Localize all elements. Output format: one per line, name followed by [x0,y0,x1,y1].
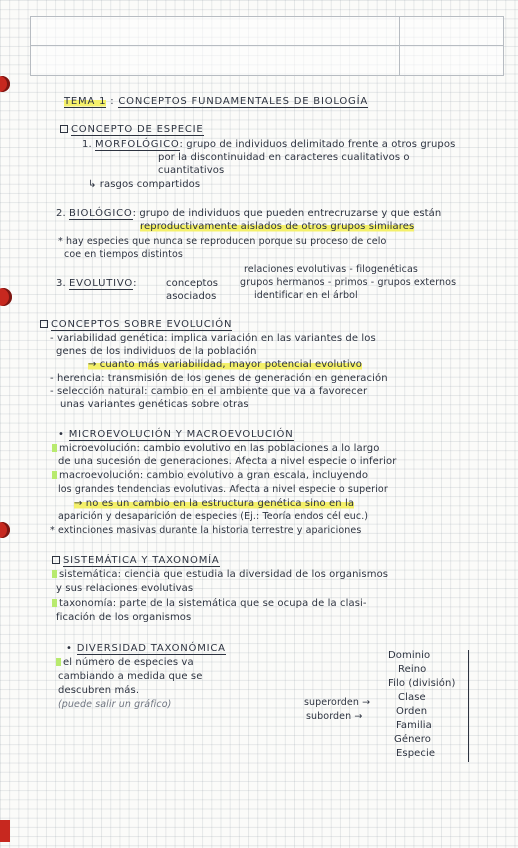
green-marker-icon [52,599,57,607]
suborden-label: suborden → [306,711,363,722]
especie-item-1-line-3: cuantitativos [158,165,225,176]
evolucion-line-5: - selección natural: cambio en el ambiente que va a favorecer [50,386,368,397]
especie-item-3-relation-2: grupos hermanos - primos - grupos externos [240,277,457,288]
section-heading-especie: CONCEPTO DE ESPECIE [60,124,204,136]
especie-item-3-relation-3: identificar en el árbol [254,290,358,301]
micro-line-6: aparición y desaparición de especies (Ej.: Teoría endos cél euc.) [58,511,369,522]
diversidad-line-2: cambiando a medida que se [58,671,203,682]
term-morfologico: MORFOLÓGICO [95,139,180,150]
rank-item: Especie [396,748,436,759]
evolucion-line-1: - variabilidad genética: implica variación en las variantes de los [50,333,376,344]
page-title [64,96,368,108]
green-marker-icon [52,570,57,578]
sistematica-line-3: taxonomía: parte de la sistemática que se ocupa de la clasi- [52,598,367,610]
especie-item-2-line-3: * hay especies que nunca se reproducen porque su proceso de celo [58,236,387,247]
sistematica-line-2: y sus relaciones evolutivas [56,583,194,594]
section-heading-diversidad: • DIVERSIDAD TAXONÓMICA [66,643,226,654]
evolucion-line-2: genes de los individuos de la población [56,346,257,357]
especie-item-3-associated-1: conceptos [166,278,219,289]
evolucion-line-3: → cuanto más variabilidad, mayor potencial evolutivo [88,359,362,370]
especie-item-1: 1. MORFOLÓGICO: grupo de individuos delimitado frente a otros grupos [82,139,456,150]
sistematica-line-4: ficación de los organismos [56,612,192,623]
evolucion-line-4: - herencia: transmisión de los genes de generación en generación [50,373,388,384]
square-bullet-icon [52,556,60,564]
especie-item-2-line-2: reproductivamente aislados de otros grupos similares [140,221,415,232]
section-heading-evolucion: CONCEPTOS SOBRE EVOLUCIÓN [40,319,232,331]
rank-item: Orden [396,706,428,717]
rank-item: Clase [398,692,426,703]
especie-item-2: 2. BIOLÓGICO: grupo de individuos que pueden entrecruzarse y que están [56,208,442,219]
especie-item-2-line-4: coe en tiempos distintos [64,249,183,260]
green-marker-icon [56,658,61,666]
micro-line-1: microevolución: cambio evolutivo en las poblaciones a lo largo [52,443,379,455]
rank-item: Familia [396,720,432,731]
green-marker-icon [52,471,57,479]
square-bullet-icon [60,125,68,133]
sistematica-line-1: sistemática: ciencia que estudia la diversidad de los organismos [52,569,388,581]
rank-bracket [468,650,469,762]
micro-line-3: macroevolución: cambio evolutivo a gran escala, incluyendo [52,470,368,482]
rank-item: Dominio [388,650,431,661]
term-biologico: BIOLÓGICO [69,208,133,219]
micro-line-4: los grandes tendencias evolutivas. Afecta a nivel especie o superior [58,484,388,495]
rank-item: Reino [398,664,427,675]
diversidad-line-1: el número de especies va [56,657,194,669]
diversidad-line-4: (puede salir un gráfico) [58,699,172,710]
micro-line-2: de una sucesión de generaciones. Afecta a nivel especie o inferior [58,456,397,467]
rank-item: Filo (división) [388,678,456,689]
especie-item-1-line-4: ↳ rasgos compartidos [88,179,201,190]
micro-line-5: → no es un cambio en la estructura genética sino en la [74,498,355,509]
micro-line-7: * extinciones masivas durante la historia terrestre y apariciones [50,525,362,536]
especie-item-1-line-2: por la discontinuidad en caracteres cualitativos o [158,152,410,163]
title-text: CONCEPTOS FUNDAMENTALES DE BIOLOGÍA [118,96,368,107]
dot-bullet-icon: • [66,643,77,654]
diversidad-line-3: descubren más. [58,685,140,696]
evolucion-line-6: unas variantes genéticas sobre otras [60,399,249,410]
especie-item-3: 3. EVOLUTIVO: [56,278,137,289]
dot-bullet-icon: • [58,429,69,440]
section-heading-sistematica: SISTEMÁTICA Y TAXONOMÍA [52,555,220,567]
title-label: TEMA 1 [64,96,107,107]
term-evolutivo: EVOLUTIVO [69,278,134,289]
section-heading-micro-macro: • MICROEVOLUCIÓN Y MACROEVOLUCIÓN [58,429,294,440]
green-marker-icon [52,444,57,452]
square-bullet-icon [40,320,48,328]
especie-item-3-relation-1: relaciones evolutivas - filogenéticas [244,264,418,275]
rank-item: Género [394,734,432,745]
superorden-label: superorden → [304,697,371,708]
especie-item-3-associated-2: asociados [166,291,217,302]
title-separator: : [110,96,115,107]
